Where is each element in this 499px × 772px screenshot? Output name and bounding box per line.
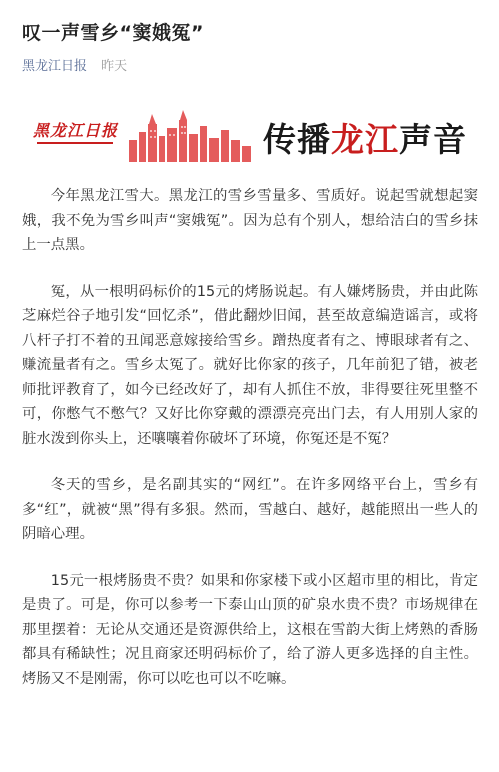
article-title: 叹一声雪乡“窦娥冤” [22, 22, 204, 44]
article-meta [22, 55, 127, 74]
publish-time: 昨天 [101, 59, 128, 74]
slogan-part3: 声音 [399, 120, 467, 159]
logo-underline [37, 142, 113, 144]
newspaper-logo: 黑龙江日报 [33, 121, 119, 140]
paragraph: 冤，从一根明码标价的15元的烤肠说起。有人嫌烤肠贵，并由此陈芝麻烂谷子地引发“回忆杀”，借此翻炒旧闻，甚至故意编造谣言，或将八杆子打不着的丑闻恶意嫁接给雪乡。蹭热度者有之、博眼球者有之、赚流量者有之。雪乡太冤了。就好比你家的孩子，几年前犯了错，被老师批评教育了，如今已经改好了，却有人抓住不放，非得要往死里整不可，你憋气不憋气？又好比你穿戴的漂漂亮亮出门去，有人用别人家的脏水泼到你头上，还嚷嚷着你破坏了环境，你冤还是不冤？ [22, 283, 478, 447]
paragraph: 今年黑龙江雪大。黑龙江的雪乡雪量多、雪质好。说起雪就想起窦娥，我不免为雪乡叫声“窦娥冤”。因为总有个别人，想给洁白的雪乡抹上一点黑。 [22, 188, 478, 253]
header-banner-image [25, 110, 475, 162]
source-link[interactable]: 黑龙江日报 [22, 59, 88, 74]
paragraph: 15元一根烤肠贵不贵？如果和你家楼下或小区超市里的相比，肯定是贵了。可是，你可以参考一下泰山山顶的矿泉水贵不贵？市场规律在那里摆着：无论从交通还是资源供给上，这根在雪韵大街上烤熟的香肠都具有稀缺性；况且商家还明码标价了，给了游人更多选择的自主性。烤肠又不是刚需，你可以吃也可以不吃嘛。 [22, 572, 478, 687]
slogan-part2: 龙江 [331, 120, 399, 159]
city-skyline-icon [125, 110, 255, 162]
article-body [22, 184, 478, 713]
slogan-part1: 传播 [263, 120, 331, 159]
banner-slogan [263, 114, 467, 161]
paragraph: 冬天的雪乡，是名副其实的“网红”。在许多网络平台上，雪乡有多“红”，就被“黑”得有多狠。然而，雪越白、越好，越能照出一些人的阴暗心理。 [22, 477, 478, 542]
